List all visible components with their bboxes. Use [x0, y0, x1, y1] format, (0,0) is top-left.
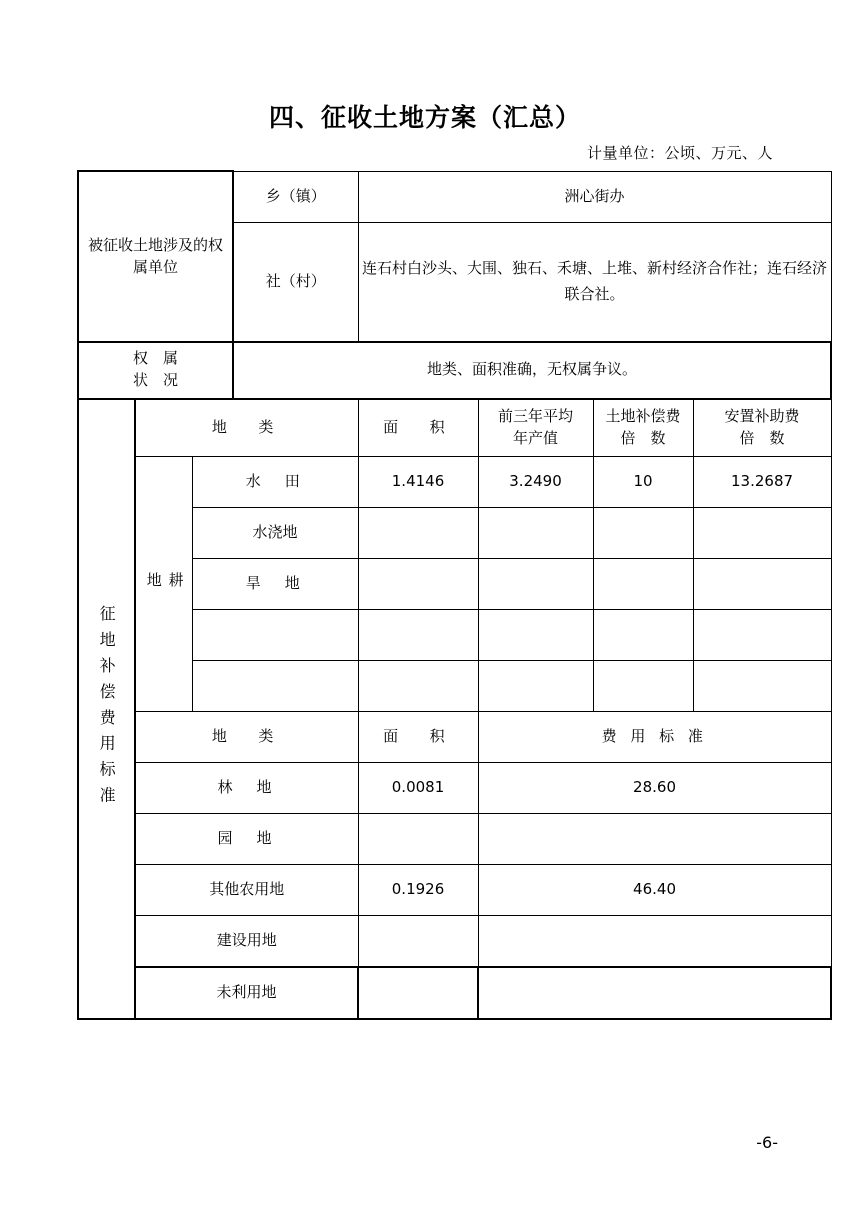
header-area-lower: 面 积: [358, 711, 478, 762]
header-resettlement-multiple: 安置补助费 倍 数: [693, 399, 831, 457]
land-compensation-cell: 10: [593, 456, 693, 507]
land-type-cell: [192, 660, 358, 711]
page-number: -6-: [756, 1133, 778, 1152]
table-row-unused-land: [78, 967, 831, 1019]
table-row-construction-land: [78, 915, 831, 967]
township-label: 乡（镇）: [233, 171, 358, 222]
table-row-paddy-field: [78, 456, 831, 507]
land-type-cell: 园 地: [135, 813, 358, 864]
fee-standard-cell: 28.60: [478, 762, 831, 813]
header-land-compensation-multiple: 土地补偿费 倍 数: [593, 399, 693, 457]
land-acquisition-table: [77, 170, 832, 1020]
table-row-garden-land: [78, 813, 831, 864]
area-cell: 1.4146: [358, 456, 478, 507]
table-header-lower: [78, 711, 831, 762]
header-land-type: 地 类: [135, 399, 358, 457]
area-cell: [358, 813, 478, 864]
resettlement-cell: 13.2687: [693, 456, 831, 507]
land-compensation-cell: [593, 609, 693, 660]
header-land-type-lower: 地 类: [135, 711, 358, 762]
header-fee-standard: 费 用 标 准: [478, 711, 831, 762]
area-cell: [358, 915, 478, 967]
land-type-cell: 水 田: [192, 456, 358, 507]
land-type-cell: 林 地: [135, 762, 358, 813]
avg-output-cell: [478, 609, 593, 660]
table-row-ownership-status: [78, 342, 831, 399]
table-row-forest-land: [78, 762, 831, 813]
ownership-status-label-line1: 权 属: [133, 349, 179, 368]
area-cell: 0.1926: [358, 864, 478, 915]
area-cell: [358, 660, 478, 711]
resettlement-cell: [693, 660, 831, 711]
land-type-cell: 旱 地: [192, 558, 358, 609]
land-type-cell: 未利用地: [135, 967, 358, 1019]
area-cell: [358, 507, 478, 558]
cultivated-land-group-label: 耕 地: [135, 456, 192, 711]
fee-standard-cell: [478, 967, 831, 1019]
ownership-status-value: 地类、面积准确，无权属争议。: [233, 342, 831, 399]
avg-output-cell: [478, 507, 593, 558]
land-compensation-cell: [593, 507, 693, 558]
land-type-cell: 建设用地: [135, 915, 358, 967]
avg-output-cell: [478, 660, 593, 711]
land-type-cell: 水浇地: [192, 507, 358, 558]
page-title: 四、征收土地方案（汇总）: [268, 103, 581, 132]
land-type-cell: 其他农用地: [135, 864, 358, 915]
header-avg-output: 前三年平均 年产值: [478, 399, 593, 457]
avg-output-cell: [478, 558, 593, 609]
village-value: 连石村白沙头、大围、独石、禾塘、上堆、新村经济合作社；连石经济联合社。: [358, 222, 831, 342]
table-row-other-agricultural-land: [78, 864, 831, 915]
area-cell: [358, 967, 478, 1019]
land-type-cell: [192, 609, 358, 660]
fee-standard-cell: 46.40: [478, 864, 831, 915]
area-cell: 0.0081: [358, 762, 478, 813]
resettlement-cell: [693, 558, 831, 609]
table-row-township: [78, 171, 831, 222]
area-cell: [358, 558, 478, 609]
fee-standard-cell: [478, 915, 831, 967]
township-value: 洲心街办: [358, 171, 831, 222]
resettlement-cell: [693, 507, 831, 558]
header-area: 面 积: [358, 399, 478, 457]
land-compensation-cell: [593, 558, 693, 609]
table-header-upper: [78, 399, 831, 457]
ownership-units-label: 被征收土地涉及的权属单位: [78, 171, 233, 342]
ownership-status-label-line2: 状 况: [133, 371, 179, 389]
land-compensation-cell: [593, 660, 693, 711]
unit-note: 计量单位：公顷、万元、人: [586, 144, 773, 162]
resettlement-cell: [693, 609, 831, 660]
fee-standard-cell: [478, 813, 831, 864]
avg-output-cell: 3.2490: [478, 456, 593, 507]
ownership-status-label: [78, 342, 233, 399]
compensation-vertical-label: 征地补偿费用标准: [78, 399, 135, 1019]
village-label: 社（村）: [233, 222, 358, 342]
area-cell: [358, 609, 478, 660]
